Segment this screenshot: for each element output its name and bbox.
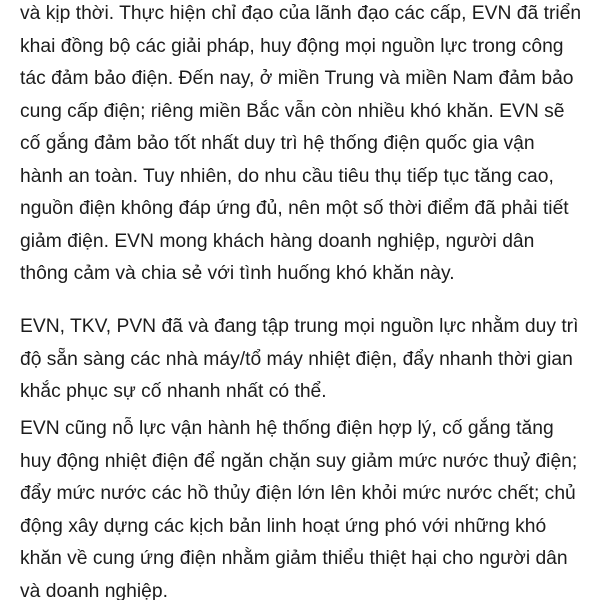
text-line: khai đồng bộ các giải pháp, huy động mọi nguồn lực trong công — [20, 35, 564, 57]
text-line: độ sẵn sàng các nhà máy/tổ máy nhiệt điện, đẩy nhanh thời gian — [20, 348, 573, 370]
paragraph-2 — [20, 311, 600, 409]
text-line: và kịp thời. Thực hiện chỉ đạo của lãnh đạo các cấp, EVN đã triển — [20, 3, 582, 24]
text-line: cung cấp điện; riêng miền Bắc vẫn còn nhiều khó khăn. EVN sẽ — [20, 100, 565, 122]
text-line: cố gắng đảm bảo tốt nhất duy trì hệ thống điện quốc gia vận — [20, 133, 535, 154]
text-line: thông cảm và chia sẻ với tình huống khó khăn này. — [20, 263, 455, 284]
paragraph-3 — [20, 413, 600, 600]
paragraph-1 — [20, 0, 600, 291]
text-line: và doanh nghiệp. — [20, 580, 168, 600]
text-line: giảm điện. EVN mong khách hàng doanh nghiệp, người dân — [20, 230, 535, 252]
text-line: khăn về cung ứng điện nhằm giảm thiểu thiệt hại cho người dân — [20, 548, 568, 569]
text-line: EVN, TKV, PVN đã và đang tập trung mọi nguồn lực nhằm duy trì — [20, 316, 579, 337]
text-line: hành an toàn. Tuy nhiên, do nhu cầu tiêu thụ tiếp tục tăng cao, — [20, 165, 554, 187]
text-line: tác đảm bảo điện. Đến nay, ở miền Trung và miền Nam đảm bảo — [20, 68, 574, 89]
text-line: động xây dựng các kịch bản linh hoạt ứng phó với những khó — [20, 515, 547, 537]
text-line: EVN cũng nỗ lực vận hành hệ thống điện hợp lý, cố gắng tăng — [20, 418, 554, 439]
text-line: khắc phục sự cố nhanh nhất có thể. — [20, 381, 327, 402]
text-line: nguồn điện không đáp ứng đủ, nên một số thời điểm đã phải tiết — [20, 198, 569, 219]
text-line: huy động nhiệt điện để ngăn chặn suy giảm mức nước thuỷ điện; — [20, 450, 578, 472]
text-line: đẩy mức nước các hồ thủy điện lớn lên khỏi mức nước chết; chủ — [20, 483, 576, 504]
